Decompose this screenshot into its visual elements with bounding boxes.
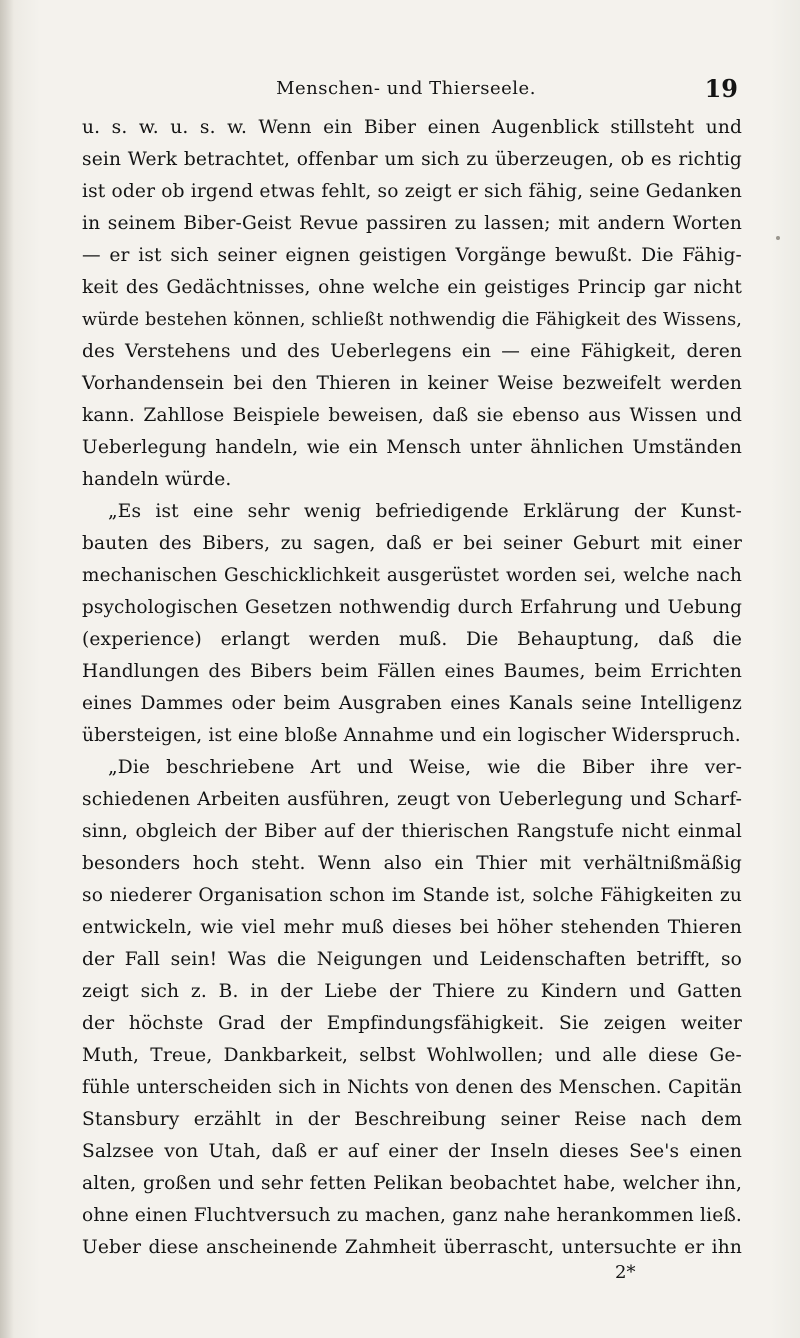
text-line: Ueberlegung handeln, wie ein Mensch unter ähnlichen Umständen	[82, 437, 742, 458]
text-line: bauten des Bibers, zu sagen, daß er bei seiner Geburt mit einer	[82, 533, 742, 554]
text-line: Ueber diese anscheinende Zahmheit überrascht, untersuchte er ihn	[82, 1237, 742, 1258]
body-text	[82, 112, 742, 1264]
text-line: psychologischen Gesetzen nothwendig durch Erfahrung und Uebung	[82, 597, 742, 618]
text-line: des Verstehens und des Ueberlegens ein — eine Fähigkeit, deren	[82, 341, 742, 362]
text-line: fühle unterscheiden sich in Nichts von denen des Menschen. Capitän	[82, 1077, 742, 1098]
paragraph-start-line: „Es ist eine sehr wenig befriedigende Erklärung der Kunst-	[108, 501, 742, 522]
text-line: Muth, Treue, Dankbarkeit, selbst Wohlwollen; und alle diese Ge-	[82, 1045, 742, 1066]
printer-signature-mark: 2*	[615, 1262, 636, 1283]
text-line: übersteigen, ist eine bloße Annahme und ein logischer Widerspruch.	[82, 725, 741, 746]
text-line: alten, großen und sehr fetten Pelikan beobachtet habe, welcher ihn,	[82, 1173, 742, 1194]
text-line: der höchste Grad der Empfindungsfähigkeit. Sie zeigen weiter	[82, 1013, 742, 1034]
text-line: ohne einen Fluchtversuch zu machen, ganz nahe herankommen ließ.	[82, 1205, 742, 1226]
running-head: Menschen- und Thierseele.	[276, 78, 536, 99]
text-line: sinn, obgleich der Biber auf der thierischen Rangstufe nicht einmal	[82, 821, 742, 842]
text-line: in seinem Biber-Geist Revue passiren zu lassen; mit andern Worten	[82, 213, 742, 234]
text-line: sein Werk betrachtet, offenbar um sich zu überzeugen, ob es richtig	[82, 149, 742, 170]
text-line: u. s. w. u. s. w. Wenn ein Biber einen Augenblick stillsteht und	[82, 117, 742, 138]
text-line: keit des Gedächtnisses, ohne welche ein geistiges Princip gar nicht	[82, 277, 742, 298]
text-line: zeigt sich z. B. in der Liebe der Thiere zu Kindern und Gatten	[82, 981, 742, 1002]
text-line: schiedenen Arbeiten ausführen, zeugt von Ueberlegung und Scharf-	[82, 789, 742, 810]
text-line: (experience) erlangt werden muß. Die Behauptung, daß die	[82, 629, 742, 650]
text-line: Handlungen des Bibers beim Fällen eines Baumes, beim Errichten	[82, 661, 742, 682]
text-line: — er ist sich seiner eignen geistigen Vorgänge bewußt. Die Fähig-	[82, 245, 742, 266]
text-line: handeln würde.	[82, 469, 232, 490]
text-line: kann. Zahllose Beispiele beweisen, daß sie ebenso aus Wissen und	[82, 405, 742, 426]
page-number: 19	[704, 74, 738, 103]
spine-shadow	[0, 0, 14, 1338]
page-header	[78, 74, 738, 110]
text-line: eines Dammes oder beim Ausgraben eines Kanals seine Intelligenz	[82, 693, 742, 714]
text-line: besonders hoch steht. Wenn also ein Thier mit verhältnißmäßig	[82, 853, 742, 874]
text-line: Salzsee von Utah, daß er auf einer der Inseln dieses See's einen	[82, 1141, 742, 1162]
text-line: Vorhandensein bei den Thieren in keiner Weise bezweifelt werden	[82, 373, 742, 394]
text-line: entwickeln, wie viel mehr muß dieses bei höher stehenden Thieren	[82, 917, 742, 938]
text-line: der Fall sein! Was die Neigungen und Leidenschaften betrifft, so	[82, 949, 742, 970]
text-line: würde bestehen können, schließt nothwendig die Fähigkeit des Wissens,	[82, 310, 742, 330]
text-line: so niederer Organisation schon im Stande ist, solche Fähigkeiten zu	[82, 885, 742, 906]
text-line: ist oder ob irgend etwas fehlt, so zeigt er sich fähig, seine Gedanken	[82, 181, 742, 202]
paragraph-start-line: „Die beschriebene Art und Weise, wie die Biber ihre ver-	[108, 757, 742, 778]
text-line: mechanischen Geschicklichkeit ausgerüstet worden sei, welche nach	[82, 565, 742, 586]
margin-speck	[776, 236, 780, 240]
text-line: Stansbury erzählt in der Beschreibung seiner Reise nach dem	[82, 1109, 742, 1130]
